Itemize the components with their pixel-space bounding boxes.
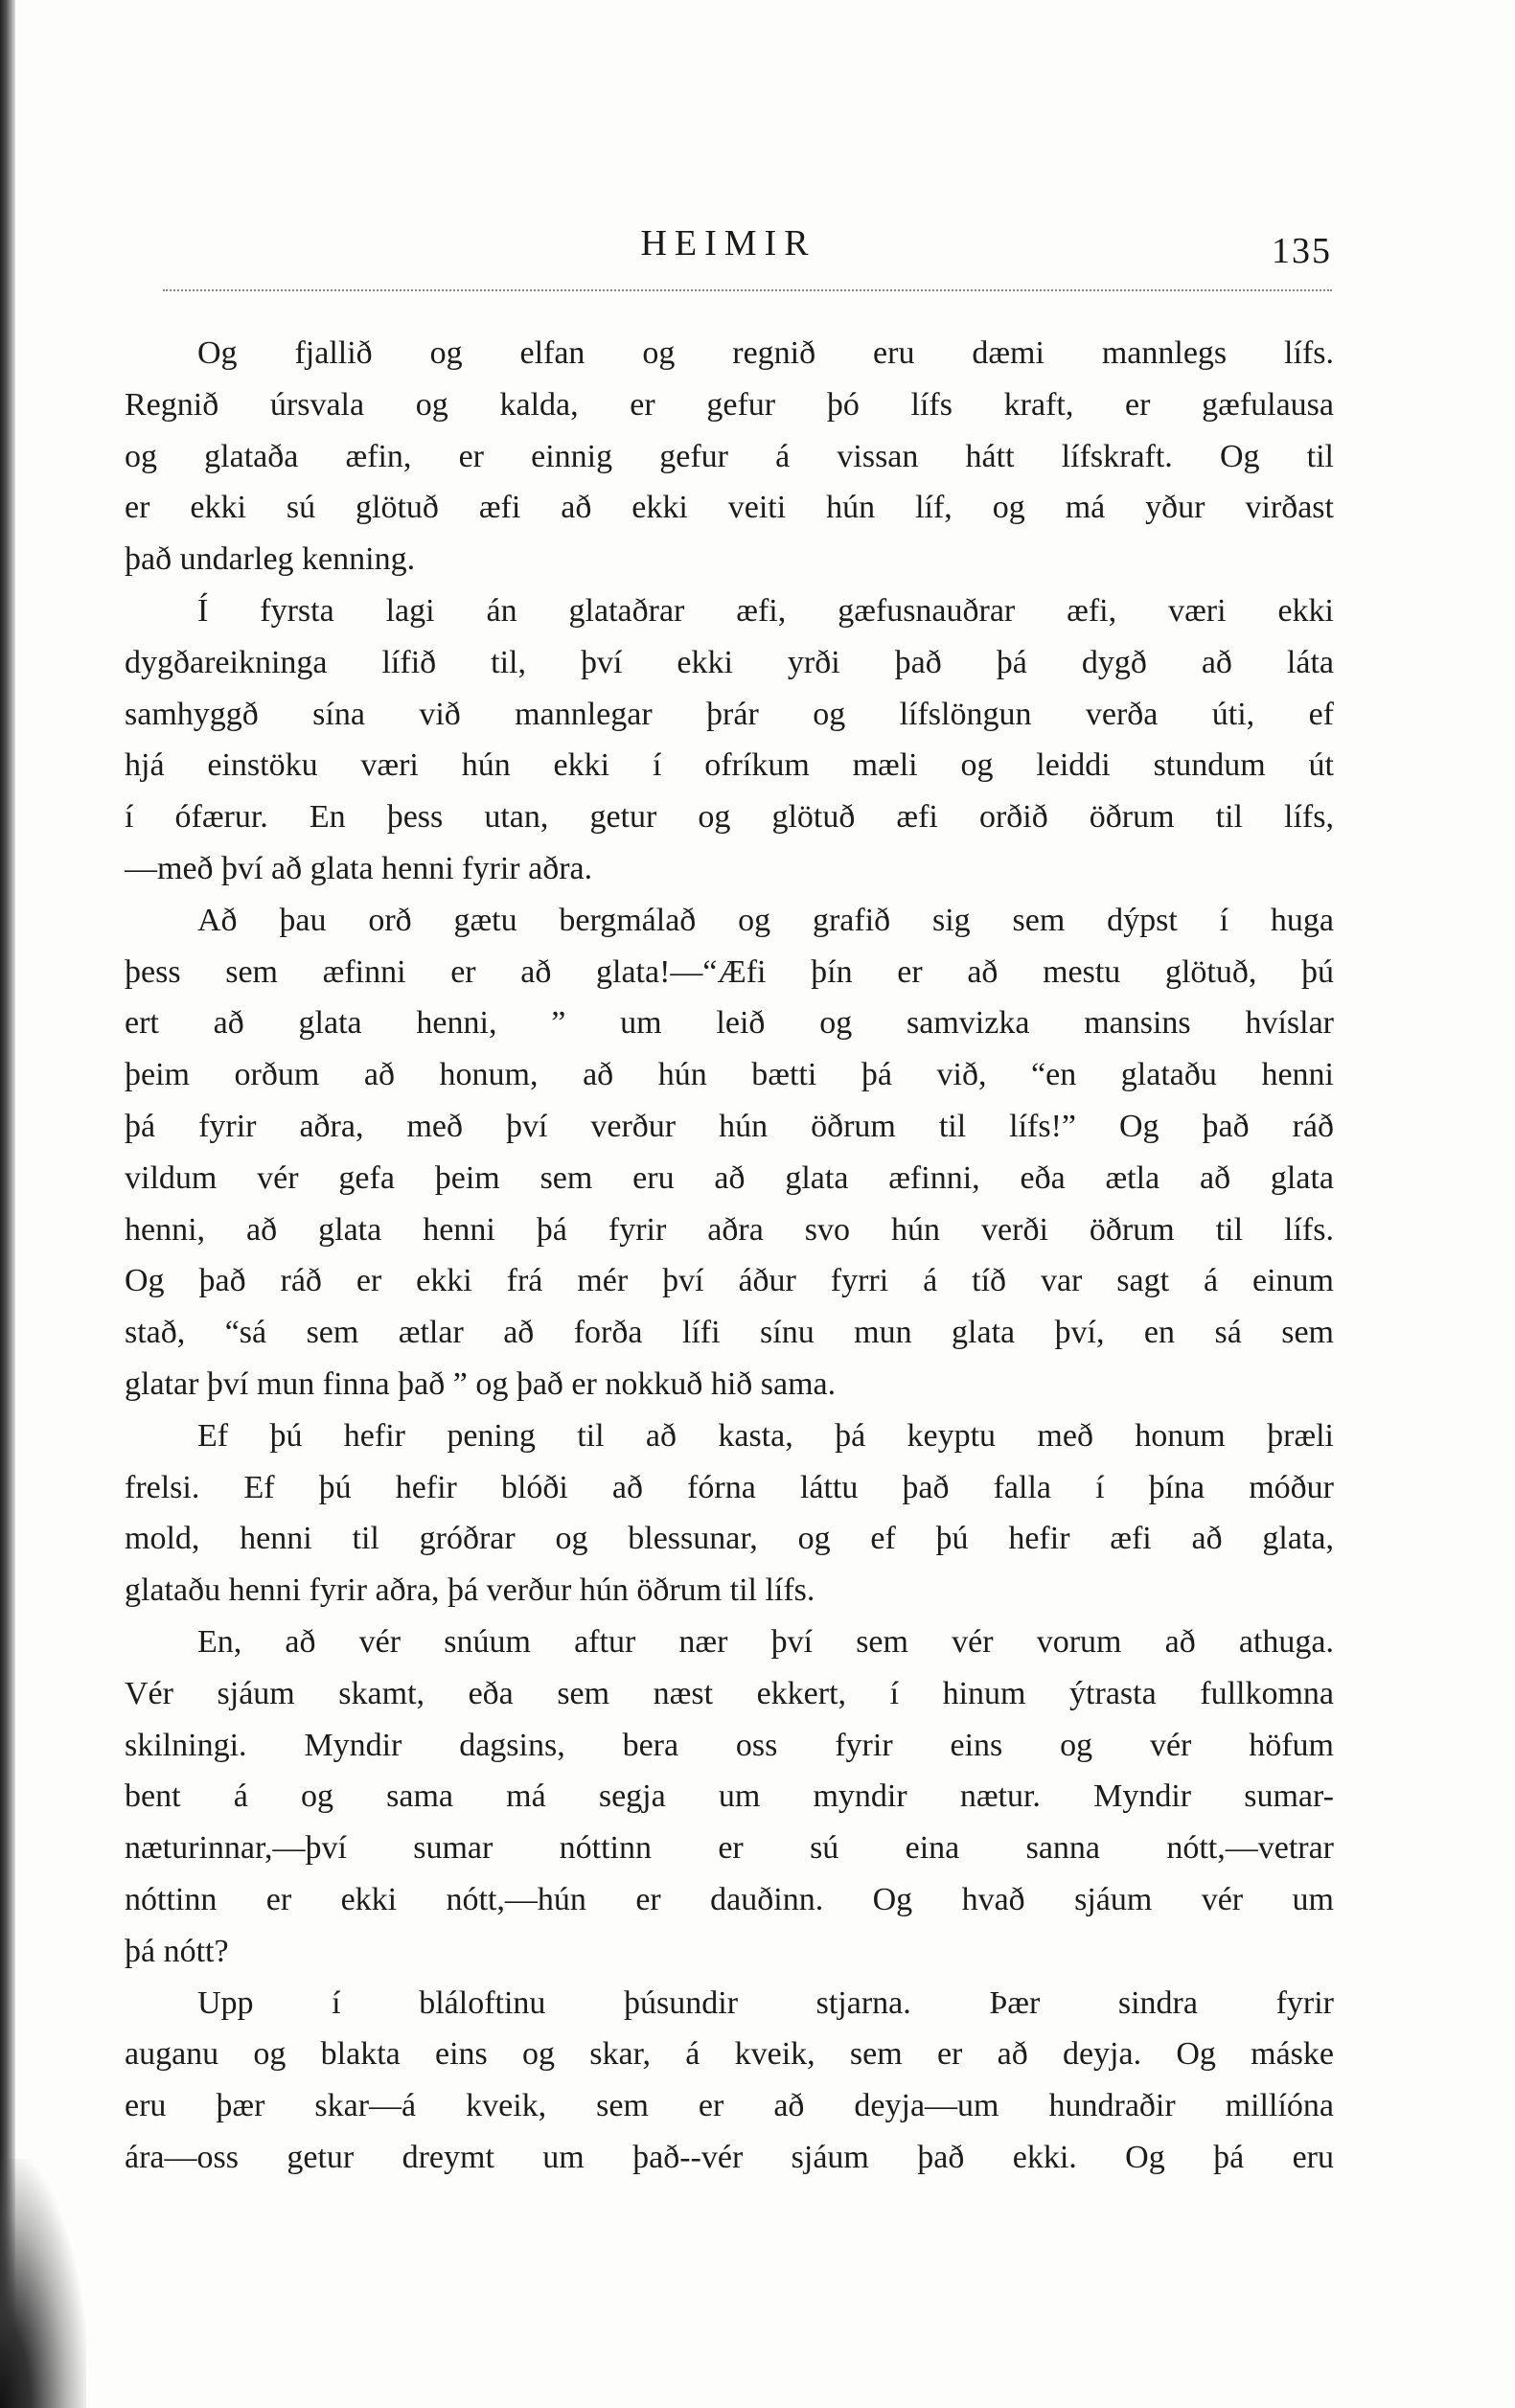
text-line: frelsi. Ef þú hefir blóði að fórna láttu það falla í þína móður <box>125 1469 1334 1505</box>
running-head <box>125 222 1332 280</box>
text-line: er ekki sú glötuð æfi að ekki veiti hún líf, og má yður virðast <box>125 490 1334 526</box>
text-line: í ófærur. En þess utan, getur og glötuð æfi orðið öðrum til lífs, <box>125 799 1334 836</box>
text-line: þess sem æfinni er að glata!—“Æfi þín er að mestu glötuð, þú <box>125 953 1334 990</box>
text-line: glatar því mun finna það ” og það er nokkuð hið sama. <box>125 1365 837 1402</box>
text-line: skilningi. Myndir dagsins, bera oss fyrir eins og vér höfum <box>125 1727 1334 1763</box>
text-line: henni, að glata henni þá fyrir aðra svo hún verði öðrum til lífs. <box>125 1211 1334 1248</box>
text-line: dygðareikninga lífið til, því ekki yrði það þá dygð að láta <box>125 644 1334 680</box>
text-line: þá fyrir aðra, með því verður hún öðrum til lífs!” Og það ráð <box>125 1108 1334 1144</box>
text-line: mold, henni til gróðrar og blessunar, og ef þú hefir æfi að glata, <box>125 1521 1334 1557</box>
text-line: En, að vér snúum aftur nær því sem vér vorum að athuga. <box>197 1623 1334 1660</box>
text-line: samhyggð sína við mannlegar þrár og lífslöngun verða úti, ef <box>125 696 1334 732</box>
text-line: Að þau orð gætu bergmálað og grafið sig sem dýpst í huga <box>197 902 1334 938</box>
text-line: það undarleg kenning. <box>125 541 416 578</box>
running-title: HEIMIR <box>640 223 816 264</box>
text-line: þá nótt? <box>125 1933 229 1969</box>
text-line: nóttinn er ekki nótt,—hún er dauðinn. Og hvað sjáum vér um <box>125 1881 1334 1917</box>
text-line: bent á og sama má segja um myndir nætur. Myndir sumar- <box>125 1778 1334 1815</box>
text-line: Upp í bláloftinu þúsundir stjarna. Þær sindra fyrir <box>197 1984 1334 2021</box>
header-rule <box>163 289 1332 291</box>
body-text <box>125 328 1334 2184</box>
text-line: Og það ráð er ekki frá mér því áður fyrri á tíð var sagt á einum <box>125 1263 1334 1299</box>
text-line: Og fjallið og elfan og regnið eru dæmi mannlegs lífs. <box>197 335 1334 371</box>
text-line: og glataða æfin, er einnig gefur á vissan hátt lífskraft. Og til <box>125 438 1334 474</box>
text-line: Í fyrsta lagi án glataðrar æfi, gæfusnauðrar æfi, væri ekki <box>197 592 1334 629</box>
text-line: —með því að glata henni fyrir aðra. <box>125 850 593 886</box>
text-line: stað, “sá sem ætlar að forða lífi sínu mun glata því, en sá sem <box>125 1315 1334 1351</box>
text-line: ára—oss getur dreymt um það--vér sjáum það ekki. Og þá eru <box>125 2139 1334 2175</box>
text-line: glataðu henni fyrir aðra, þá verður hún öðrum til lífs. <box>125 1572 815 1609</box>
text-line: vildum vér gefa þeim sem eru að glata æfinni, eða ætla að glata <box>125 1159 1334 1196</box>
page-number: 135 <box>1272 231 1332 271</box>
text-line: Regnið úrsvala og kalda, er gefur þó lífs kraft, er gæfulausa <box>125 386 1334 423</box>
text-line: Ef þú hefir pening til að kasta, þá keyptu með honum þræli <box>197 1417 1334 1454</box>
binding-curl-shadow <box>0 2159 86 2408</box>
text-line: eru þær skar—á kveik, sem er að deyja—um hundraðir millíóna <box>125 2088 1334 2124</box>
binding-gutter-shadow <box>0 0 15 2408</box>
text-line: Vér sjáum skamt, eða sem næst ekkert, í hinum ýtrasta fullkomna <box>125 1675 1334 1711</box>
text-line: hjá einstöku væri hún ekki í ofríkum mæli og leiddi stundum út <box>125 747 1334 784</box>
text-line: ert að glata henni, ” um leið og samvizka mansins hvíslar <box>125 1005 1334 1042</box>
text-line: auganu og blakta eins og skar, á kveik, sem er að deyja. Og máske <box>125 2036 1334 2073</box>
text-line: þeim orðum að honum, að hún bætti þá við, “en glataðu henni <box>125 1057 1334 1093</box>
text-line: næturinnar,—því sumar nóttinn er sú eina sanna nótt,—vetrar <box>125 1830 1334 1867</box>
